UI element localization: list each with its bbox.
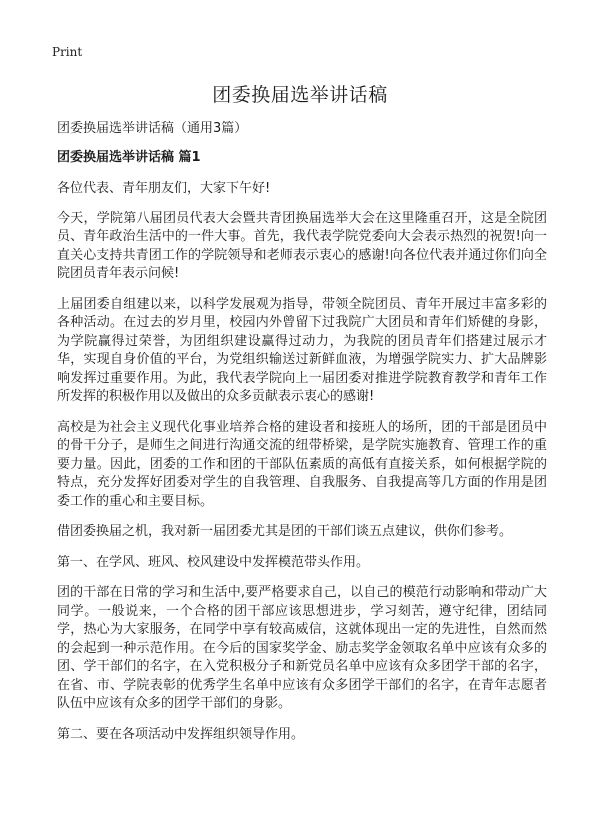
section-heading: 团委换届选举讲话稿 篇1: [57, 149, 201, 165]
paragraph: 第二、要在各项活动中发挥组织领导作用。: [57, 726, 305, 742]
paragraph: 第一、在学风、班风、校风建设中发挥模范带头作用。: [57, 554, 370, 570]
paragraph: 借团委换届之机，我对新一届团委尤其是团的干部们谈五点建议，供你们参考。: [57, 524, 513, 539]
document-title: 团委换届选举讲话稿: [212, 84, 388, 106]
print-link[interactable]: Print: [52, 45, 83, 59]
paragraph: 今天，学院第八届团员代表大会暨共青团换届选举大会在这里隆重召开，这是全院团员、青年政治生活中的一件大事。首先，我代表学院党委向大会表示热烈的祝贺!向一直关心支持共青团工作的学院领导和老师表示衷心的感谢!向各位代表并通过你们向全院团员青年表示问候!: [57, 210, 547, 281]
paragraph: 团的干部在日常的学习和生活中,要严格要求自己，以自己的模范行动影响和带动广大同学。一般说来，一个合格的团干部应该思想进步，学习刻苦，遵守纪律，团结同学，热心为大家服务，在同学中享有较高威信，这就体现出一定的先进性，自然而然的会起到一种示范作用。在今后的国家奖学金、励志奖学金领取名单中应该有众多的团、学干部们的名字，在入党积极分子和新党员名单中应该有众多团学干部的名字，在省、市、学院表彰的优秀学生名单中应该有众多团学干部们的名字，在青年志愿者队伍中应该有众多的团学干部们的身影。: [57, 585, 547, 711]
greeting-paragraph: 各位代表、青年朋友们，大家下午好!: [57, 181, 271, 196]
paragraph: 高校是为社会主义现代化事业培养合格的建设者和接班人的场所，团的干部是团员中的骨干分子，是师生之间进行沟通交流的纽带桥梁，是学院实施教育、管理工作的重要力量。因此，团委的工作和团的干部队伍素质的高低有直接关系，如何根据学院的特点，充分发挥好团委对学生的自我管理、自我服务、自我提高等几方面的作用是团委工作的重心和主要目标。: [57, 419, 547, 509]
document-body: [57, 120, 547, 756]
paragraph: 上届团委自组建以来，以科学发展观为指导，带领全院团员、青年开展过丰富多彩的各种活动。在过去的岁月里，校园内外曾留下过我院广大团员和青年们矫健的身影，为学院赢得过荣誉，为团组织建设赢得过动力，为我院的团员青年们搭建过展示才华，实现自身价值的平台，为党组织输送过新鲜血液，为增强学院实力、扩大品牌影响发挥过重要作用。为此，我代表学院向上一届团委对推进学院教育教学和青年工作所发挥的积极作用以及做出的众多贡献表示衷心的感谢!: [57, 296, 547, 404]
document-subtitle: 团委换届选举讲话稿（通用3篇）: [57, 121, 248, 136]
